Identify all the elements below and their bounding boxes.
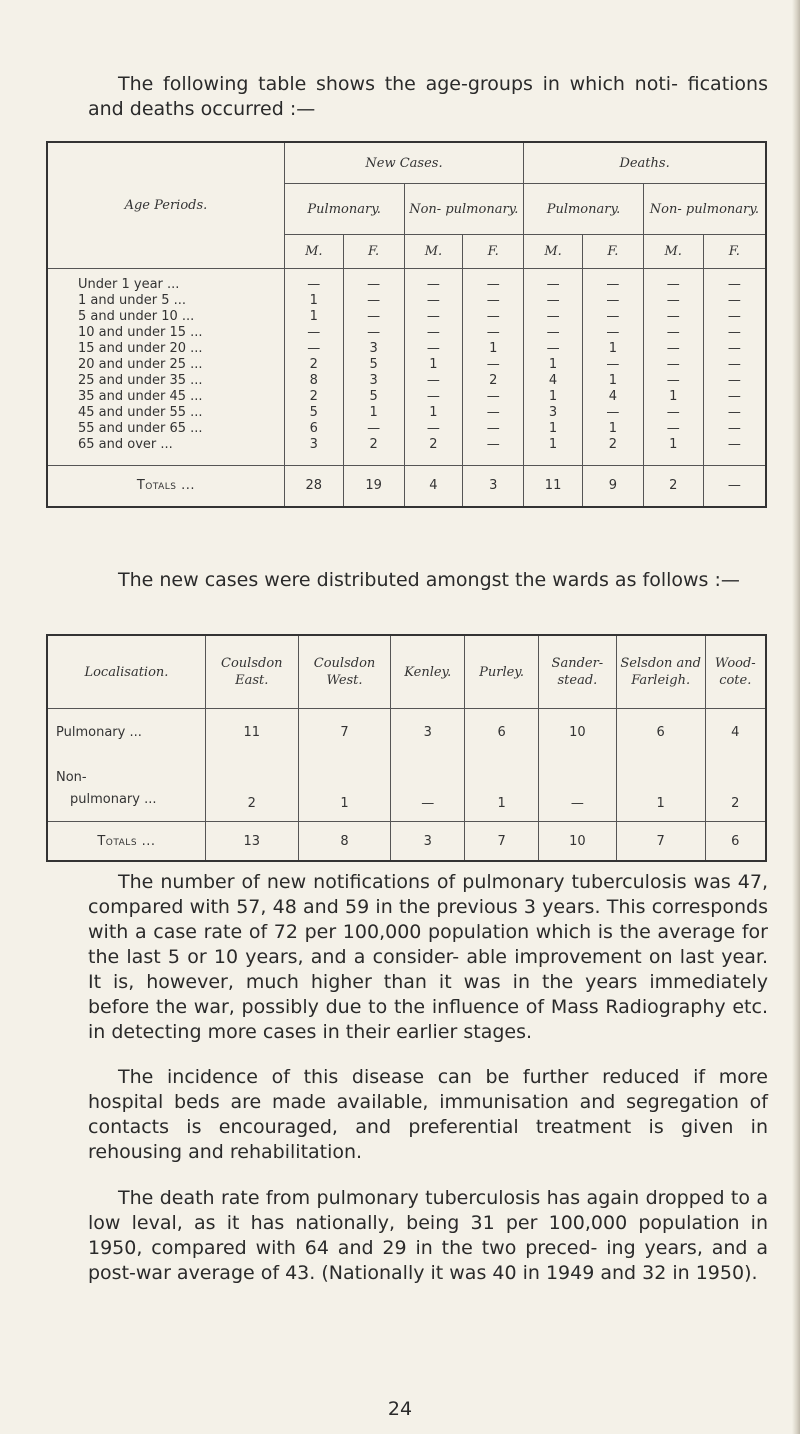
new-non-pulmonary-header: Non- pulmonary. xyxy=(404,184,524,235)
total-cell: 3 xyxy=(391,822,465,862)
age-table-cell: — xyxy=(643,357,703,373)
age-table-cell: 1 xyxy=(284,309,343,325)
age-table-cell: 3 xyxy=(343,341,404,357)
age-table-row xyxy=(47,389,766,405)
age-table-cell: 4 xyxy=(582,389,643,405)
total-cell: 13 xyxy=(205,822,298,862)
ward-header: Kenley. xyxy=(391,635,465,709)
total-cell: 7 xyxy=(465,822,539,862)
age-table-cell: — xyxy=(404,341,463,357)
age-table-cell: — xyxy=(404,277,463,293)
new-pulmonary-header: Pulmonary. xyxy=(284,184,404,235)
age-table-cell: — xyxy=(284,341,343,357)
sex-header: M. xyxy=(643,235,703,269)
ward-row-non-pulmonary xyxy=(47,755,766,822)
age-table-cell: — xyxy=(463,293,524,309)
total-cell: 3 xyxy=(463,466,524,508)
age-table-cell: 1 xyxy=(643,437,703,466)
total-cell: 6 xyxy=(705,822,766,862)
age-table-row xyxy=(47,437,766,466)
age-table-cell: — xyxy=(643,405,703,421)
age-table-cell: 6 xyxy=(284,421,343,437)
ward-cell: 1 xyxy=(465,755,539,822)
age-table-cell: 5 xyxy=(343,357,404,373)
ward-header: Sander- stead. xyxy=(538,635,616,709)
age-table-cell: — xyxy=(463,405,524,421)
age-table-cell: 5 xyxy=(284,405,343,421)
age-table-cell: 1 xyxy=(524,389,583,405)
age-table-cell: — xyxy=(703,325,766,341)
age-table-cell: — xyxy=(582,277,643,293)
age-table-cell: — xyxy=(524,277,583,293)
age-table-cell: 1 xyxy=(404,405,463,421)
total-cell: 2 xyxy=(643,466,703,508)
age-table-cell: — xyxy=(404,389,463,405)
row-label-line2: pulmonary ... xyxy=(70,792,157,807)
intro-paragraph: The following table shows the age-groups in which noti- fications and deaths occurred :— xyxy=(88,73,768,120)
total-cell: 7 xyxy=(616,822,705,862)
age-table-cell: — xyxy=(643,309,703,325)
totals-label: Totals ... xyxy=(47,466,284,508)
age-period-label: Under 1 year ... xyxy=(78,277,180,292)
age-table-cell: — xyxy=(643,373,703,389)
age-period-label: 65 and over ... xyxy=(78,437,173,452)
row-label-line1: Non- xyxy=(56,770,87,785)
body-paragraph-1: The number of new notifications of pulmonary tuberculosis was 47, compared with 57, 48 and 59 in the previous 3 years. This corresponds with a case rate of 72 per 100,000 population which is the average for the last 5 or 10 years, and a consider- able improvement on last year. It is, however, much higher than it was in the years immediately before the war, possibly due to the influence of Mass Radiography etc. in detecting more cases in their earlier stages. xyxy=(88,871,768,1043)
age-table-cell: 1 xyxy=(643,389,703,405)
deaths-non-pulmonary-header: Non- pulmonary. xyxy=(643,184,766,235)
age-table-cell: — xyxy=(284,325,343,341)
age-table-cell: — xyxy=(343,421,404,437)
age-period-label: 20 and under 25 ... xyxy=(78,357,203,372)
age-table-cell: — xyxy=(404,373,463,389)
age-table-cell: — xyxy=(643,277,703,293)
age-table-cell: 2 xyxy=(404,437,463,466)
page-number: 24 xyxy=(387,1398,413,1420)
ward-cell: 4 xyxy=(705,709,766,756)
age-table-cell: — xyxy=(404,309,463,325)
ward-cell: 3 xyxy=(391,709,465,756)
sex-header: F. xyxy=(582,235,643,269)
ward-header: Coulsdon East. xyxy=(205,635,298,709)
age-table-cell: — xyxy=(703,421,766,437)
age-table-cell: — xyxy=(643,341,703,357)
ward-cell: 6 xyxy=(465,709,539,756)
ward-row-pulmonary xyxy=(47,709,766,756)
age-table-cell: 2 xyxy=(582,437,643,466)
age-table-cell: — xyxy=(703,437,766,466)
localisation-header: Localisation. xyxy=(47,635,205,709)
age-table-cell: — xyxy=(524,341,583,357)
age-table-cell: 3 xyxy=(524,405,583,421)
age-table-cell: — xyxy=(703,277,766,293)
ward-cell: 1 xyxy=(616,755,705,822)
age-table-cell: 1 xyxy=(524,357,583,373)
ward-cell: 7 xyxy=(298,709,391,756)
row-label: Pulmonary ... xyxy=(56,724,142,740)
wards-intro-paragraph: The new cases were distributed amongst the wards as follows :— xyxy=(118,569,740,591)
age-table-cell: 1 xyxy=(463,341,524,357)
age-table-cell: 2 xyxy=(284,357,343,373)
ward-cell: — xyxy=(538,755,616,822)
ward-header: Coulsdon West. xyxy=(298,635,391,709)
age-period-label: 35 and under 45 ... xyxy=(78,389,203,404)
ward-distribution-table xyxy=(46,634,767,862)
age-group-table xyxy=(46,141,767,508)
age-table-row xyxy=(47,325,766,341)
age-periods-header: Age Periods. xyxy=(47,142,284,269)
age-table-cell: — xyxy=(643,421,703,437)
age-table-cell: — xyxy=(284,277,343,293)
sex-header: M. xyxy=(524,235,583,269)
totals-label: Totals ... xyxy=(47,822,205,862)
sex-header: F. xyxy=(703,235,766,269)
age-table-row xyxy=(47,309,766,325)
age-table-cell: — xyxy=(524,309,583,325)
age-table-cell: — xyxy=(703,405,766,421)
age-table-row xyxy=(47,293,766,309)
sex-header: M. xyxy=(404,235,463,269)
age-table-body xyxy=(47,277,766,466)
age-table-row xyxy=(47,357,766,373)
ward-cell: 2 xyxy=(705,755,766,822)
age-table-cell: — xyxy=(643,325,703,341)
age-table-cell: 1 xyxy=(524,421,583,437)
age-table-cell: — xyxy=(703,293,766,309)
age-table-cell: 1 xyxy=(524,437,583,466)
age-table-cell: 3 xyxy=(343,373,404,389)
age-table-cell: 1 xyxy=(404,357,463,373)
total-cell: 4 xyxy=(404,466,463,508)
age-table-row xyxy=(47,373,766,389)
age-table-cell: 5 xyxy=(343,389,404,405)
age-table-cell: — xyxy=(343,277,404,293)
total-cell: 8 xyxy=(298,822,391,862)
row-label xyxy=(47,755,205,822)
age-table-cell: 1 xyxy=(582,421,643,437)
total-cell: 9 xyxy=(582,466,643,508)
age-table-cell: 8 xyxy=(284,373,343,389)
body-paragraph-3: The death rate from pulmonary tuberculosis has again dropped to a low leval, as it has nationally, being 31 per 100,000 population in 1950, compared with 64 and 29 in the two preced- ing years, and a post-war average of 43. (Nationally it was 40 in 1949 and 32 in 1950). xyxy=(88,1187,768,1284)
ward-cell: 11 xyxy=(205,709,298,756)
age-period-label: 5 and under 10 ... xyxy=(78,309,195,324)
age-table-cell: 2 xyxy=(284,389,343,405)
new-cases-header: New Cases. xyxy=(284,142,523,184)
age-table-cell: — xyxy=(582,309,643,325)
age-table-cell: — xyxy=(404,421,463,437)
age-period-label: 1 and under 5 ... xyxy=(78,293,186,308)
age-table-cell: — xyxy=(463,389,524,405)
age-table-cell: 2 xyxy=(463,373,524,389)
ward-cell: — xyxy=(391,755,465,822)
ward-cell: 1 xyxy=(298,755,391,822)
age-table-cell: — xyxy=(582,325,643,341)
ward-header: Selsdon and Farleigh. xyxy=(616,635,705,709)
ward-header: Wood- cote. xyxy=(705,635,766,709)
age-table-cell: — xyxy=(404,293,463,309)
total-cell: 19 xyxy=(343,466,404,508)
age-table-cell: — xyxy=(524,293,583,309)
age-table-cell: 1 xyxy=(582,373,643,389)
age-table-cell: — xyxy=(463,325,524,341)
age-table-cell: — xyxy=(463,277,524,293)
age-table-cell: — xyxy=(463,357,524,373)
age-table-cell: — xyxy=(582,405,643,421)
age-table-cell: 1 xyxy=(343,405,404,421)
total-cell: 10 xyxy=(538,822,616,862)
age-period-label: 25 and under 35 ... xyxy=(78,373,203,388)
total-cell: — xyxy=(703,466,766,508)
body-paragraph-2: The incidence of this disease can be further reduced if more hospital beds are made available, immunisation and segregation of contacts is encouraged, and preferential treatment is given in rehousing and rehabilitation. xyxy=(88,1066,768,1163)
age-table-row xyxy=(47,421,766,437)
ward-cell: 2 xyxy=(205,755,298,822)
ward-table-totals-row xyxy=(47,822,766,862)
age-table-cell: — xyxy=(524,325,583,341)
age-table-cell: — xyxy=(463,421,524,437)
age-table-cell: 1 xyxy=(582,341,643,357)
age-table-cell: — xyxy=(703,341,766,357)
age-table-cell: — xyxy=(463,309,524,325)
age-table-cell: 2 xyxy=(343,437,404,466)
age-table-row xyxy=(47,341,766,357)
ward-cell: 10 xyxy=(538,709,616,756)
total-cell: 28 xyxy=(284,466,343,508)
sex-header: M. xyxy=(284,235,343,269)
age-table-cell: — xyxy=(582,293,643,309)
age-table-cell: — xyxy=(703,373,766,389)
deaths-header: Deaths. xyxy=(524,142,766,184)
age-table-cell: — xyxy=(582,357,643,373)
age-table-cell: 4 xyxy=(524,373,583,389)
deaths-pulmonary-header: Pulmonary. xyxy=(524,184,644,235)
age-period-label: 45 and under 55 ... xyxy=(78,405,203,420)
age-table-cell: — xyxy=(643,293,703,309)
age-table-cell: — xyxy=(703,357,766,373)
age-table-cell: — xyxy=(343,325,404,341)
age-table-row xyxy=(47,405,766,421)
total-cell: 11 xyxy=(524,466,583,508)
age-period-label: 10 and under 15 ... xyxy=(78,325,203,340)
ward-header: Purley. xyxy=(465,635,539,709)
sex-header: F. xyxy=(343,235,404,269)
age-table-cell: — xyxy=(703,389,766,405)
age-table-totals-row xyxy=(47,466,766,508)
age-table-cell: — xyxy=(343,293,404,309)
age-table-cell: 1 xyxy=(284,293,343,309)
age-table-cell: — xyxy=(404,325,463,341)
page-edge xyxy=(792,0,800,1434)
age-table-cell: — xyxy=(703,309,766,325)
age-table-row xyxy=(47,277,766,293)
ward-cell: 6 xyxy=(616,709,705,756)
age-period-label: 15 and under 20 ... xyxy=(78,341,203,356)
age-table-cell: 3 xyxy=(284,437,343,466)
age-table-cell: — xyxy=(463,437,524,466)
sex-header: F. xyxy=(463,235,524,269)
age-period-label: 55 and under 65 ... xyxy=(78,421,203,436)
age-table-cell: — xyxy=(343,309,404,325)
